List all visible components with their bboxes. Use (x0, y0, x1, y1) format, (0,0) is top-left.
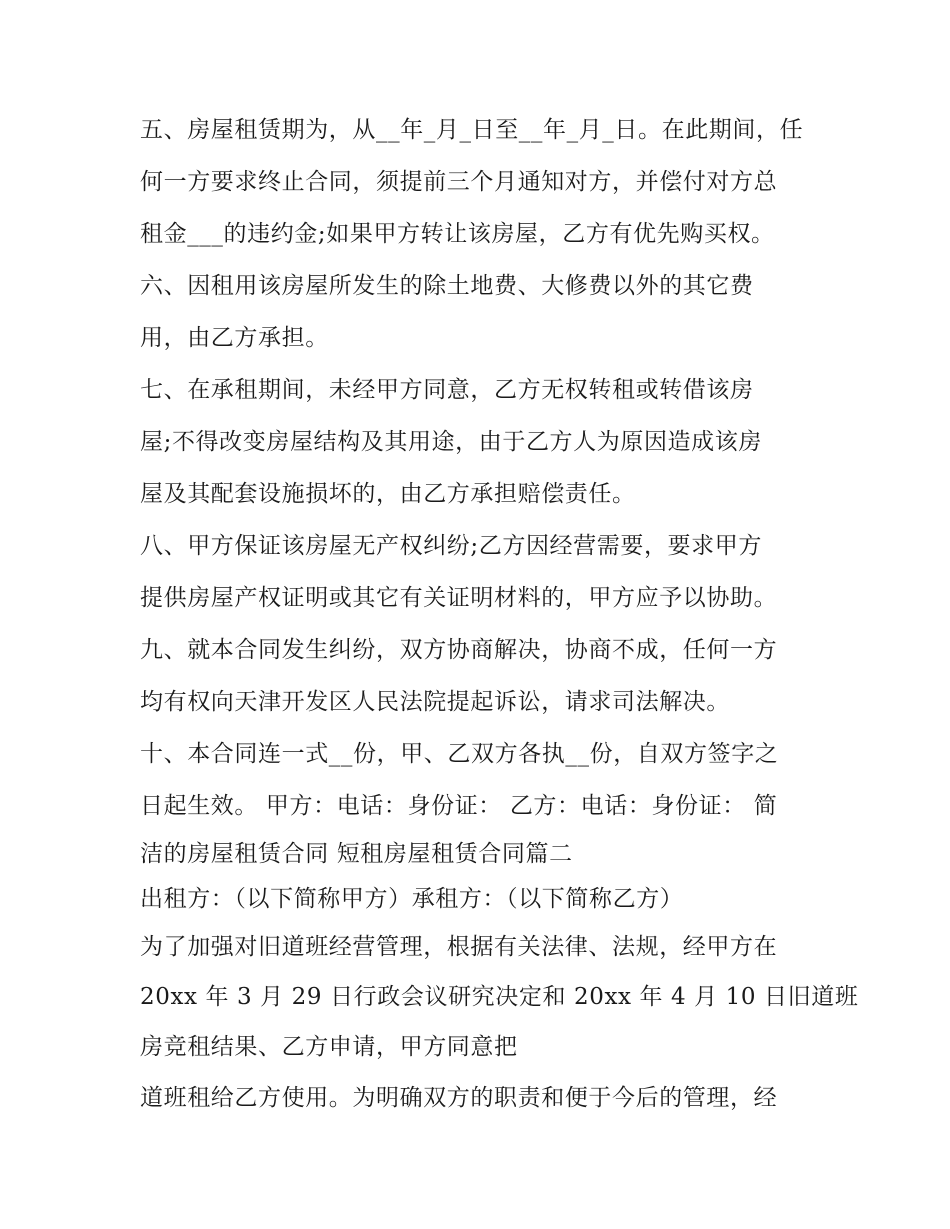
text-line: 洁的房屋租赁合同 短租房屋租赁合同篇二 (140, 841, 573, 867)
text-line: 房竞租结果、乙方申请，甲方同意把 (140, 1034, 518, 1060)
text-line: 用，由乙方承担。 (140, 325, 329, 351)
text-line: 提供房屋产权证明或其它有关证明材料的，甲方应予以协助。 (140, 585, 778, 611)
text-line: 五、房屋租赁期为，从__年_月_日至__年_月_日。在此期间，任 (140, 117, 804, 143)
text-line: 屋及其配套设施损坏的，由乙方承担赔偿责任。 (140, 481, 636, 507)
text-line: 八、甲方保证该房屋无产权纠纷;乙方因经营需要，要求甲方 (140, 533, 762, 559)
document-body (140, 104, 859, 1124)
text-line: 20xx 年 3 月 29 日行政会议研究决定和 20xx 年 4 月 10 日旧道班 (140, 984, 859, 1010)
text-line: 道班租给乙方使用。为明确双方的职责和便于今后的管理，经 (140, 1085, 778, 1111)
text-line: 屋;不得改变房屋结构及其用途，由于乙方人为原因造成该房 (140, 429, 762, 455)
text-line: 均有权向天津开发区人民法院提起诉讼，请求司法解决。 (140, 689, 730, 715)
text-line: 日起生效。 甲方：电话：身份证： 乙方：电话：身份证： 简 (140, 793, 778, 819)
text-line: 为了加强对旧道班经营管理，根据有关法律、法规，经甲方在 (140, 934, 778, 960)
text-line: 租金___的违约金;如果甲方转让该房屋，乙方有优先购买权。 (140, 221, 775, 247)
text-line: 六、因租用该房屋所发生的除土地费、大修费以外的其它费 (140, 273, 754, 299)
text-line: 七、在承租期间，未经甲方同意，乙方无权转租或转借该房 (140, 377, 754, 403)
text-line: 出租方：（以下简称甲方）承租方：（以下简称乙方） (140, 886, 684, 912)
text-line: 何一方要求终止合同，须提前三个月通知对方，并偿付对方总 (140, 169, 778, 195)
text-line: 十、本合同连一式__份，甲、乙双方各执__份，自双方签字之 (140, 741, 779, 767)
text-line: 九、就本合同发生纠纷，双方协商解决，协商不成，任何一方 (140, 637, 778, 663)
